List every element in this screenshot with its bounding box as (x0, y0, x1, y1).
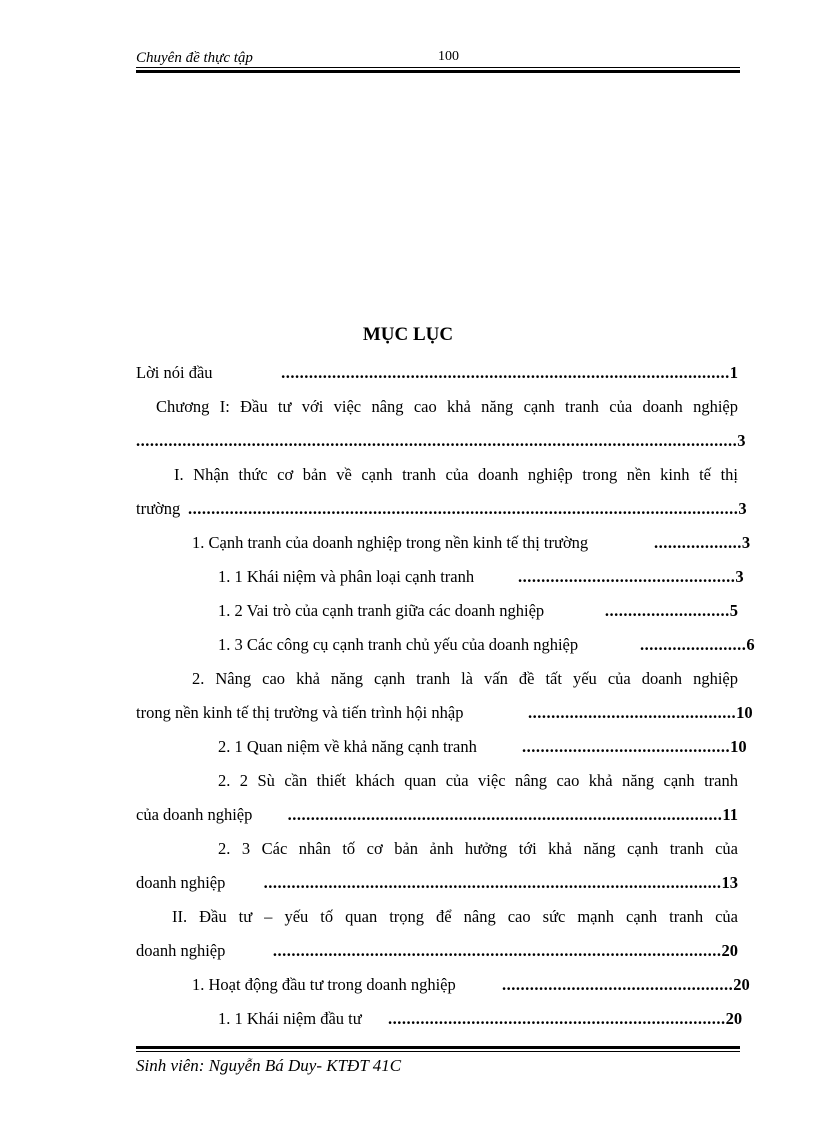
toc-entry-page: 1 (729, 363, 738, 382)
toc-entry[interactable] (136, 900, 738, 934)
toc-entry[interactable] (136, 764, 738, 798)
toc-entry-text: 2. Nâng cao khả năng cạnh tranh là vấn đề tất yếu của doanh nghiệp (192, 669, 738, 688)
toc-entry-text: 1. Cạnh tranh của doanh nghiệp trong nền kinh tế thị trường (192, 533, 589, 552)
toc-entry-text: doanh nghiệp (136, 941, 226, 960)
toc-entry-text: II. Đầu tư – yếu tố quan trọng để nâng cao sức mạnh cạnh tranh của (172, 907, 738, 926)
toc-entry-text: trong nền kinh tế thị trường và tiến trình hội nhập (136, 703, 464, 722)
toc-entry[interactable]: Lời nói đầu .................................................................................................1 (136, 356, 738, 390)
toc-entry[interactable]: 1. Cạnh tranh của doanh nghiệp trong nền kinh tế thị trường ...................3 (136, 526, 738, 560)
toc-entry-text: 1. 1 Khái niệm và phân loại cạnh tranh (218, 567, 475, 586)
toc-entry[interactable]: 1. Hoạt động đầu tư trong doanh nghiệp ..................................................20 (136, 968, 738, 1002)
toc-entry-text: Lời nói đầu (136, 363, 213, 382)
toc-entry[interactable]: doanh nghiệp ...................................................................................................13 (136, 866, 738, 900)
toc-title: MỤC LỤC (362, 324, 454, 345)
header-title: Chuyên đề thực tập (136, 50, 253, 66)
toc-entry[interactable] (136, 458, 738, 492)
toc-entry[interactable]: ..................................................................................................................................3 (136, 431, 746, 450)
footer-rule (136, 1046, 740, 1052)
toc-entry-page: 20 (733, 975, 750, 994)
toc-entry-page: 3 (737, 431, 746, 450)
footer-text: Sinh viên: Nguyễn Bá Duy- KTĐT 41C (136, 1056, 402, 1075)
toc-entry-page: 13 (721, 873, 738, 892)
toc-entry-page: 10 (736, 703, 753, 722)
toc-entry-text: của doanh nghiệp (136, 805, 253, 824)
toc-entry-text: Chương I: Đầu tư với việc nâng cao khả năng cạnh tranh của doanh nghiệp (156, 397, 738, 416)
toc-entry-text: doanh nghiệp (136, 873, 226, 892)
toc-entry[interactable]: trường .......................................................................................................................3 (136, 492, 738, 526)
toc-entry-text: 2. 3 Các nhân tố cơ bản ảnh hưởng tới khả năng cạnh tranh của (218, 839, 738, 858)
toc-entry-page: 20 (725, 1009, 743, 1028)
toc-entry[interactable] (136, 390, 738, 424)
toc-entry-text: 1. 2 Vai trò của cạnh tranh giữa các doanh nghiệp (218, 601, 545, 620)
toc-entry-page: 6 (746, 635, 755, 654)
toc-entry[interactable]: 2. 1 Quan niệm về khả năng cạnh tranh .............................................10 (136, 730, 738, 764)
toc-entry-page: 20 (721, 941, 738, 960)
toc-entry[interactable] (136, 662, 738, 696)
toc-entry-page: 11 (722, 805, 738, 824)
toc-entry[interactable]: 1. 2 Vai trò của cạnh tranh giữa các doanh nghiệp ...........................5 (136, 594, 738, 628)
toc-entry-text: 1. 3 Các công cụ cạnh tranh chủ yếu của doanh nghiệp (218, 635, 579, 654)
header-rule (136, 67, 740, 73)
toc-entry[interactable]: trong nền kinh tế thị trường và tiến trình hội nhập .............................................10 (136, 696, 738, 730)
toc-entry-page: 10 (730, 737, 747, 756)
page-number: 100 (438, 49, 459, 64)
toc-entry-text: I. Nhận thức cơ bản về cạnh tranh của doanh nghiệp trong nền kinh tế thị (174, 465, 738, 484)
toc-entry-text: 2. 2 Sù cần thiết khách quan của việc nâng cao khả năng cạnh tranh (218, 771, 738, 790)
toc-entry-text: 2. 1 Quan niệm về khả năng cạnh tranh (218, 737, 477, 756)
toc-entry[interactable]: 1. 3 Các công cụ cạnh tranh chủ yếu của doanh nghiệp .......................6 (136, 628, 738, 662)
toc-entry[interactable]: của doanh nghiệp ..............................................................................................11 (136, 798, 738, 832)
toc-entry-text: trường (136, 499, 181, 518)
toc-entry-text: 1. 1 Khái niệm đầu tư (218, 1009, 362, 1028)
toc-entry-page: 3 (741, 533, 751, 552)
toc-entry-page: 5 (729, 601, 738, 620)
table-of-contents (136, 356, 755, 1036)
toc-entry[interactable] (136, 832, 738, 866)
toc-entry[interactable]: 1. 1 Khái niệm đầu tư .........................................................................20 (136, 1002, 738, 1036)
toc-entry-text: 1. Hoạt động đầu tư trong doanh nghiệp (192, 975, 456, 994)
toc-entry[interactable]: doanh nghiệp .................................................................................................20 (136, 934, 738, 968)
toc-entry-page: 3 (735, 567, 744, 586)
toc-entry-page: 3 (738, 499, 747, 518)
toc-entry[interactable]: 1. 1 Khái niệm và phân loại cạnh tranh ...............................................3 (136, 560, 738, 594)
